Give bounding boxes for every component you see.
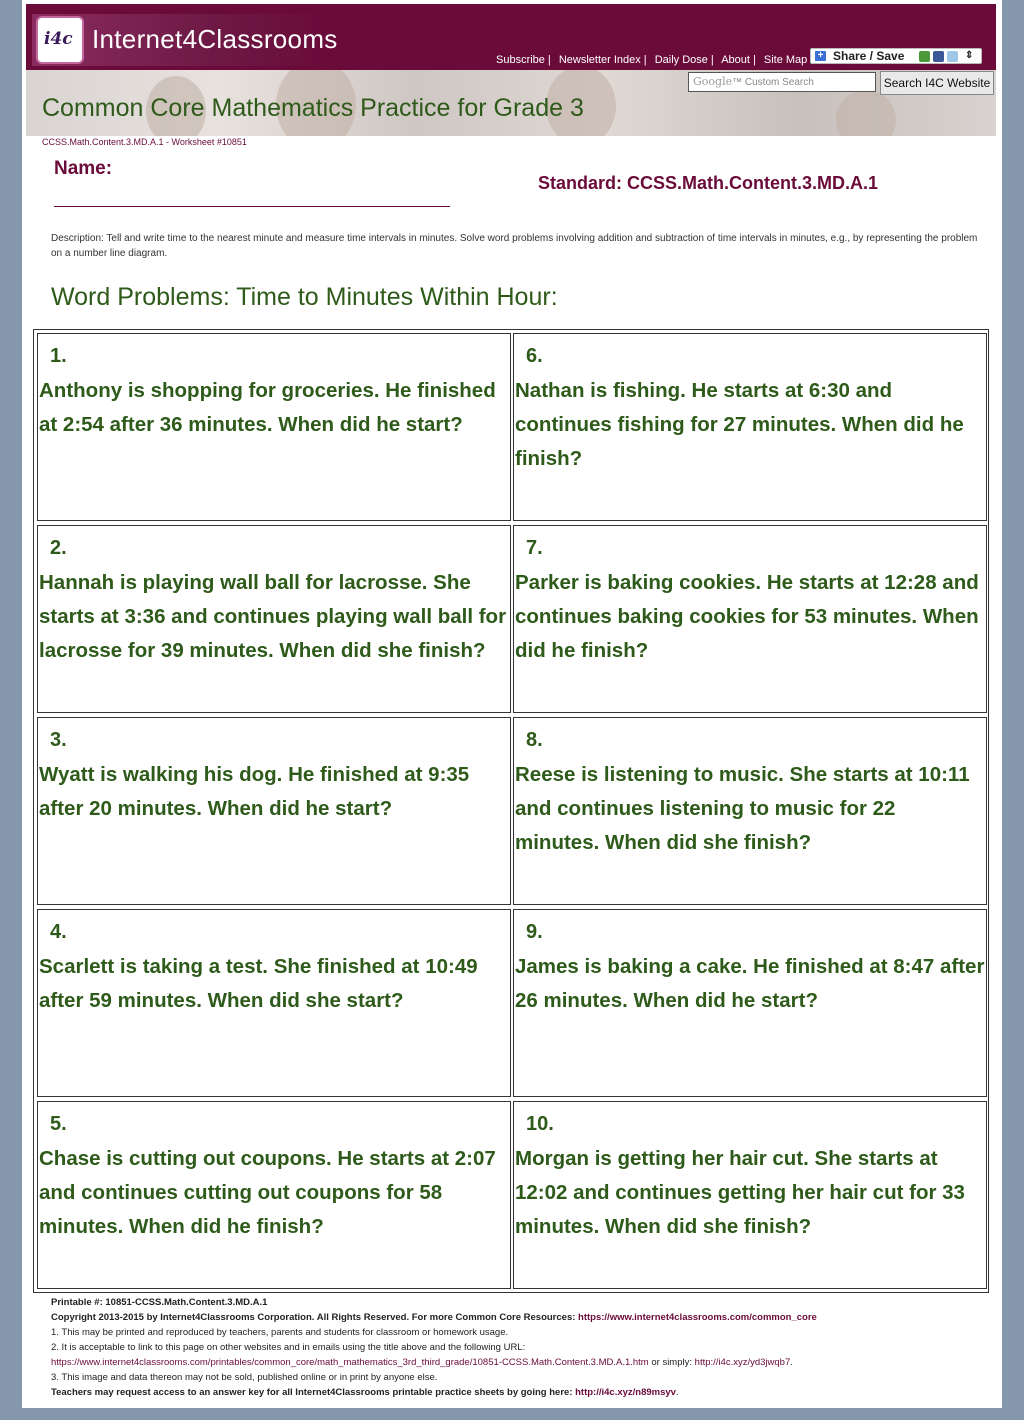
problem-text: Parker is baking cookies. He starts at 12:28 and continues baking cookies for 53 minutes. When did he finish?: [515, 571, 979, 662]
url-or-text: or simply:: [651, 1357, 693, 1368]
copyright-text: Copyright 2013-2015 by Internet4Classrooms Corporation. All Rights Reserved. For more Common Core Resources:: [51, 1312, 576, 1323]
problem-text: Hannah is playing wall ball for lacrosse. She starts at 3:36 and continues playing wall ball for lacrosse for 39 minutes. When did she finish?: [39, 571, 507, 662]
logo-text: Internet4Classrooms: [92, 24, 338, 54]
common-core-link[interactable]: https://www.internet4classrooms.com/common_core: [578, 1312, 817, 1323]
problem-number: 1.: [50, 345, 67, 367]
top-nav: [496, 54, 809, 66]
problem-cell: [37, 1101, 511, 1289]
problem-cell: [513, 525, 987, 713]
problem-cell: [513, 333, 987, 521]
photo-figure: [836, 90, 896, 136]
problem-text: Morgan is getting her hair cut. She starts at 12:02 and continues getting her hair cut for 33 minutes. When did she finish?: [515, 1147, 965, 1238]
chevron-down-icon: ⇕: [965, 50, 974, 61]
problem-number: 8.: [526, 729, 543, 751]
answer-key-text: Teachers may request access to an answer key for all Internet4Classrooms printable practice sheets by going here:: [51, 1387, 573, 1398]
description: Description: Tell and write time to the nearest minute and measure time intervals in minutes. Solve word problems involving addition and subtraction of time intervals in minutes, e.g., by representing the problem on a number line diagram.: [51, 233, 978, 259]
footer-note-2: 2. It is acceptable to link to this page on other websites and in emails using the title above and the following URL:: [51, 1342, 526, 1353]
email-share-icon: [919, 51, 930, 62]
problem-text: Chase is cutting out coupons. He starts at 2:07 and continues cutting out coupons for 58 minutes. When did he finish?: [39, 1147, 496, 1238]
problem-cell: [37, 333, 511, 521]
nav-site-map[interactable]: Site Map: [763, 54, 808, 66]
standard-label: Standard: CCSS.Math.Content.3.MD.A.1: [538, 173, 879, 193]
footer-url-line: https://www.internet4classrooms.com/printables/common_core/math_mathematics_3rd_third_grade/10851-CCSS.Math.Content.3.MD.A.1.htm or simply: http://i4c.xyz/yd3jwqb7.: [51, 1357, 793, 1368]
answer-key-line: Teachers may request access to an answer key for all Internet4Classrooms printable practice sheets by going here: http://i4c.xyz/n89msyv.: [51, 1387, 679, 1398]
logo-badge-text: i4c: [44, 29, 73, 49]
problem-text: Reese is listening to music. She starts at 10:11 and continues listening to music for 22 minutes. When did she finish?: [515, 763, 970, 854]
copyright-line: [51, 1310, 981, 1325]
problem-cell: [37, 909, 511, 1097]
nav-newsletter-index[interactable]: Newsletter Index: [558, 54, 641, 66]
problem-text: Nathan is fishing. He starts at 6:30 and continues fishing for 27 minutes. When did he finish?: [515, 379, 964, 470]
problem-text: Anthony is shopping for groceries. He finished at 2:54 after 36 minutes. When did he start?: [39, 379, 496, 436]
problems-table: [33, 329, 989, 1293]
plus-icon: +: [815, 51, 826, 61]
problem-cell: [513, 1101, 987, 1289]
page: [22, 0, 1002, 1408]
worksheet-url-link[interactable]: https://www.internet4classrooms.com/printables/common_core/math_mathematics_3rd_third_grade/10851-CCSS.Math.Content.3.MD.A.1.htm: [51, 1357, 649, 1368]
logo-badge-icon: [36, 16, 84, 64]
nav-subscribe[interactable]: Subscribe: [496, 54, 545, 66]
google-brand-text: Google: [693, 75, 733, 88]
short-url-link[interactable]: http://i4c.xyz/yd3jwqb7: [694, 1357, 791, 1368]
problem-number: 10.: [526, 1113, 554, 1135]
nav-separator: |: [547, 54, 551, 66]
facebook-icon: [933, 51, 944, 62]
problem-number: 6.: [526, 345, 543, 367]
problem-cell: [513, 717, 987, 905]
name-label: Name:: [54, 158, 113, 179]
problem-cell: [37, 525, 511, 713]
problem-cell: [37, 717, 511, 905]
section-title: Word Problems: Time to Minutes Within Hour:: [51, 283, 558, 311]
name-line: [54, 206, 450, 207]
problem-number: 7.: [526, 537, 543, 559]
footer: [51, 1295, 981, 1400]
search-button[interactable]: Search I4C Website: [880, 71, 994, 95]
share-save-button[interactable]: [810, 48, 982, 64]
footer-note-3: 3. This image and data thereon may not be sold, published online or in print by anyone else.: [51, 1372, 438, 1383]
problem-number: 3.: [50, 729, 67, 751]
site-logo[interactable]: [32, 14, 338, 66]
problem-number: 5.: [50, 1113, 67, 1135]
nav-separator: |: [752, 54, 756, 66]
problem-number: 2.: [50, 537, 67, 559]
problem-text: Wyatt is walking his dog. He finished at 9:35 after 20 minutes. When did he start?: [39, 763, 470, 820]
problem-number: 9.: [526, 921, 543, 943]
nav-separator: |: [710, 54, 714, 66]
worksheet-id: CCSS.Math.Content.3.MD.A.1 - Worksheet #10851: [42, 137, 247, 147]
nav-about[interactable]: About: [721, 54, 750, 66]
share-label: Share / Save: [833, 49, 905, 63]
site-header: [26, 4, 996, 70]
search-placeholder: Custom Search: [744, 77, 814, 88]
nav-daily-dose[interactable]: Daily Dose: [654, 54, 708, 66]
twitter-icon: [947, 51, 958, 62]
problem-text: James is baking a cake. He finished at 8:47 after 26 minutes. When did he start?: [515, 955, 985, 1012]
printable-number: Printable #: 10851-CCSS.Math.Content.3.MD.A.1: [51, 1297, 268, 1308]
problem-cell: [513, 909, 987, 1097]
search-input[interactable]: Google™ Custom Search: [688, 72, 876, 92]
problem-number: 4.: [50, 921, 67, 943]
answer-key-link[interactable]: http://i4c.xyz/n89msyv: [575, 1387, 676, 1398]
page-title: Common Core Mathematics Practice for Grade 3: [42, 94, 584, 122]
problem-text: Scarlett is taking a test. She finished at 10:49 after 59 minutes. When did she start?: [39, 955, 478, 1012]
footer-note-1: 1. This may be printed and reproduced by teachers, parents and students for classroom or homework usage.: [51, 1327, 509, 1338]
nav-separator: |: [643, 54, 647, 66]
